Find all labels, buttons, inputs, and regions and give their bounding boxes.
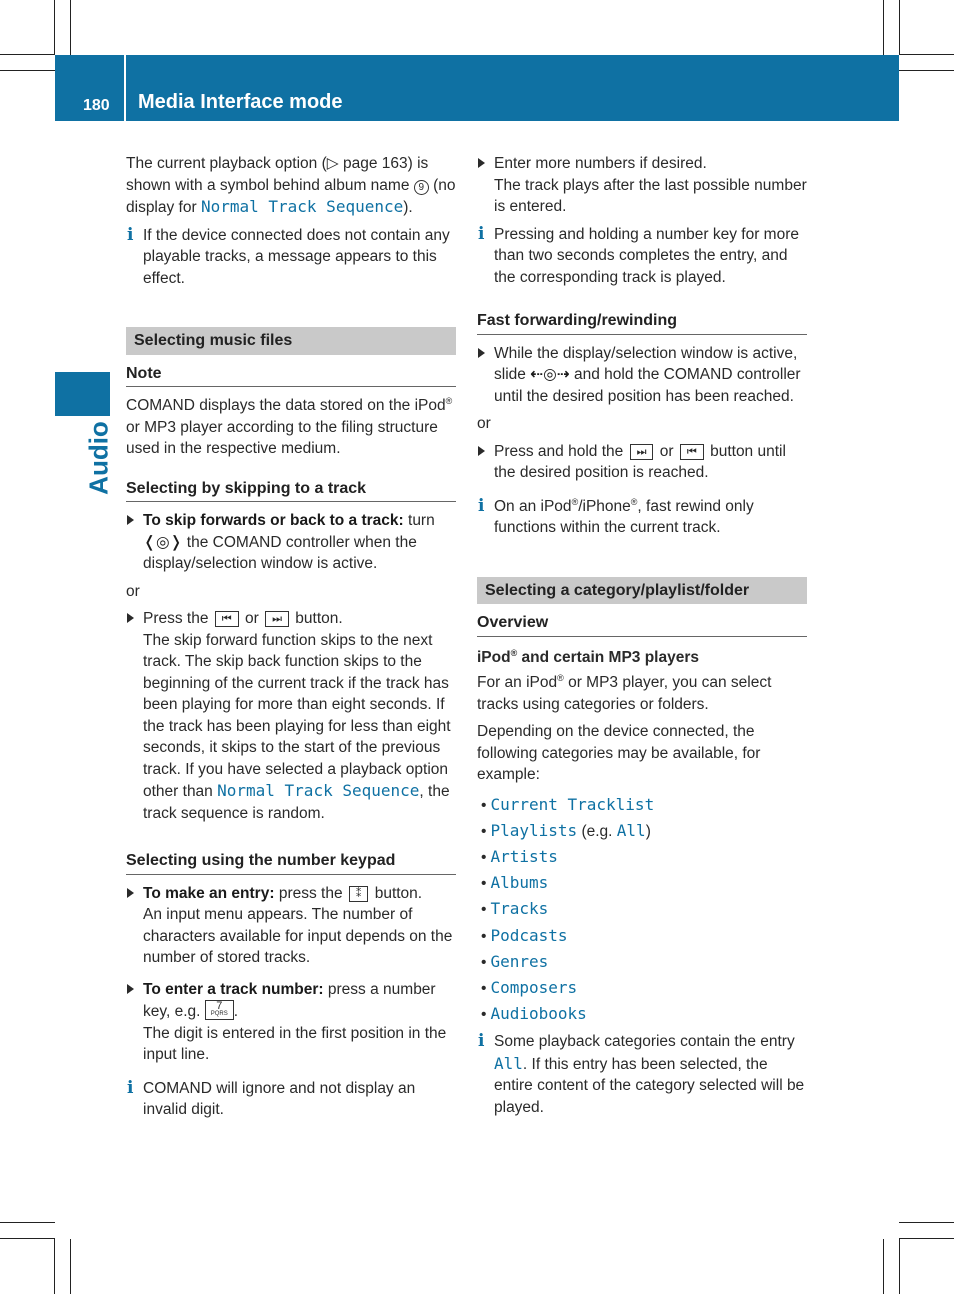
info-icon: i <box>478 495 485 516</box>
crop-mark <box>0 70 55 71</box>
instruction-step <box>477 343 807 408</box>
registered-mark: ® <box>510 647 518 658</box>
step-description: An input menu appears. The number of characters available for input depends on the number of stored tracks. <box>143 906 453 966</box>
subheading: Selecting by skipping to a track <box>126 478 456 503</box>
right-column <box>477 153 807 1124</box>
step-arrow-icon <box>127 984 134 994</box>
step-text: and hold the COMAND controller until the desired position has been reached. <box>494 366 801 405</box>
list-item <box>481 870 807 896</box>
category-name: Podcasts <box>490 925 568 945</box>
display-text-mode: Normal Track Sequence <box>217 781 420 800</box>
info-text: , fast rewind only functions within the current track. <box>494 497 754 536</box>
info-note <box>126 225 456 290</box>
step-description: The track plays after the last possible number is entered. <box>494 176 807 215</box>
example-text: ) <box>645 822 651 840</box>
step-text: While the display/selection window is active, slide <box>494 344 798 383</box>
category-name: Tracks <box>490 899 549 919</box>
side-tab-marker <box>55 372 110 416</box>
list-item <box>481 975 807 1001</box>
step-text: button. <box>291 610 343 627</box>
page-ref-icon: ▷ <box>326 155 339 172</box>
number-key-7-icon <box>205 1000 234 1020</box>
intro-text-1: The current playback option ( <box>126 155 327 172</box>
skip-back-key-icon: ⏮ <box>680 444 704 460</box>
crop-mark <box>70 1239 71 1294</box>
step-arrow-icon <box>478 158 485 168</box>
step-description: , the track sequence is random. <box>143 783 450 822</box>
registered-mark: ® <box>630 496 638 507</box>
step-arrow-icon <box>127 613 134 623</box>
info-icon: i <box>127 1077 134 1098</box>
skip-forward-key-icon: ⏭ <box>630 444 654 460</box>
step-text: press a number key, e.g. <box>143 980 436 1020</box>
step-text: button. <box>370 884 423 902</box>
label-text: and certain MP3 players <box>517 648 700 666</box>
crop-mark <box>899 1222 954 1223</box>
info-icon: i <box>478 223 485 244</box>
key-digit: 7 <box>216 1000 223 1012</box>
list-item <box>481 923 807 949</box>
header-divider <box>124 55 126 121</box>
bullet-icon: • <box>481 901 487 919</box>
step-arrow-icon <box>127 888 134 898</box>
info-note <box>477 1031 807 1118</box>
bullet-icon: • <box>481 848 487 866</box>
body-text: For an iPod <box>477 674 558 691</box>
intro-text-2: page 163) is shown with a symbol behind album name <box>126 155 429 194</box>
info-text: If the device connected does not contain any playable tracks, a message appears to this effect. <box>143 226 450 287</box>
step-arrow-icon <box>478 348 485 358</box>
instruction-step <box>126 979 456 1066</box>
skip-forward-key-icon: ⏭ <box>265 611 289 627</box>
subheading: Fast forwarding/rewinding <box>477 310 807 335</box>
step-arrow-icon <box>127 515 134 525</box>
category-name: All <box>494 1053 523 1073</box>
category-name: Artists <box>490 846 558 866</box>
category-name: Current Tracklist <box>490 794 655 814</box>
info-text: On an iPod <box>494 497 572 515</box>
or-text: or <box>477 415 491 432</box>
category-name: Genres <box>490 951 549 971</box>
body-paragraph: Depending on the device connected, the following categories may be available, for example: <box>477 723 761 783</box>
left-column <box>126 153 456 1127</box>
step-text: button until the desired position is reached. <box>494 442 786 481</box>
info-text: . If this entry has been selected, the entire content of the category selected will be played. <box>494 1055 805 1116</box>
bullet-icon: • <box>481 927 487 945</box>
step-text: Press and hold the <box>494 442 628 460</box>
step-text: . <box>233 1003 239 1020</box>
info-icon: i <box>127 224 134 245</box>
body-text: or MP3 player, you can select tracks using categories or folders. <box>477 674 772 713</box>
crop-mark <box>883 1239 884 1294</box>
crop-mark <box>883 0 884 55</box>
step-label: To skip forwards or back to a track: <box>143 512 404 529</box>
category-name: Albums <box>490 873 549 893</box>
subheading: Note <box>126 363 456 388</box>
side-tab-label: Audio <box>83 421 114 495</box>
step-description: The skip forward function skips to the next track. The skip back function skips to the beginning of the current track if the track has been playing for more than eight seconds. If the track has been playing for less than eight seconds, it skips to the start of the previous track. If you have selected a playback option other than <box>143 631 451 800</box>
hash-key-icon: ⁑ <box>349 886 369 902</box>
crop-mark <box>0 54 55 55</box>
registered-mark: ® <box>571 496 579 507</box>
list-item <box>481 896 807 922</box>
info-note <box>126 1078 456 1121</box>
step-label: To enter a track number: <box>143 980 324 998</box>
list-item <box>481 1001 807 1027</box>
subheading: Overview <box>477 612 807 637</box>
step-text: turn <box>403 512 435 529</box>
instruction-step <box>477 153 807 218</box>
step-text: Press the <box>143 610 213 627</box>
category-name: Composers <box>490 977 578 997</box>
example-text: (e.g. <box>577 822 617 840</box>
crop-mark <box>899 0 900 55</box>
step-description: The digit is entered in the first position in the input line. <box>143 1024 447 1063</box>
info-text: COMAND will ignore and not display an invalid digit. <box>143 1079 416 1118</box>
intro-text-3: (no display for <box>126 176 456 216</box>
category-list <box>477 792 807 1028</box>
step-arrow-icon <box>478 446 485 456</box>
bullet-icon: • <box>481 979 487 997</box>
key-letters: PQRS <box>210 1011 228 1017</box>
or-text: or <box>126 582 140 600</box>
page-header <box>55 55 899 121</box>
step-text: Enter more numbers if desired. <box>494 155 707 172</box>
category-name: All <box>616 820 646 840</box>
crop-mark <box>0 1222 55 1223</box>
turn-controller-icon: ❬◎❭ <box>143 533 183 551</box>
section-heading: Selecting a category/playlist/folder <box>477 577 807 605</box>
instruction-step <box>126 608 456 824</box>
step-text: the COMAND controller when the display/selection window is active. <box>143 533 417 572</box>
category-name: Audiobooks <box>490 1004 587 1024</box>
crop-mark <box>54 0 55 55</box>
step-text: or <box>240 610 264 627</box>
crop-mark <box>899 70 954 71</box>
body-paragraph <box>477 672 807 715</box>
page-number: 180 <box>83 97 110 114</box>
page-title: Media Interface mode <box>138 91 343 113</box>
step-label: To make an entry: <box>143 884 275 902</box>
section-heading: Selecting music files <box>126 327 456 355</box>
list-item <box>481 949 807 975</box>
paragraph-label <box>477 647 807 669</box>
info-icon: i <box>478 1031 485 1052</box>
intro-paragraph <box>126 153 456 219</box>
info-note <box>477 224 807 289</box>
bullet-icon: • <box>481 1006 487 1024</box>
slide-controller-icon: ⇠◎⇢ <box>530 366 570 383</box>
crop-mark <box>899 1238 954 1239</box>
bullet-icon: • <box>481 796 487 814</box>
display-text-mode: Normal Track Sequence <box>200 197 404 216</box>
note-text-2: or MP3 player according to the filing structure used in the respective medium. <box>126 418 438 457</box>
registered-mark: ® <box>445 395 453 406</box>
step-text: or <box>655 442 678 460</box>
album-symbol-icon: 9 <box>414 180 429 195</box>
info-text: Some playback categories contain the entry <box>494 1033 795 1051</box>
crop-mark <box>54 1239 55 1294</box>
registered-mark: ® <box>557 672 564 683</box>
instruction-step <box>477 441 807 484</box>
list-item <box>481 818 807 844</box>
skip-back-key-icon: ⏮ <box>215 611 239 627</box>
subheading: Selecting using the number keypad <box>126 850 456 875</box>
note-text-1: COMAND displays the data stored on the iPod <box>126 397 446 414</box>
info-text: Pressing and holding a number key for more than two seconds completes the entry, and the corresponding track is played. <box>494 225 799 286</box>
info-note <box>477 496 807 539</box>
note-paragraph <box>126 395 456 460</box>
label-text: iPod <box>477 648 511 666</box>
crop-mark <box>899 1239 900 1294</box>
crop-mark <box>899 54 954 55</box>
list-item <box>481 792 807 818</box>
info-text: /iPhone <box>578 497 631 515</box>
step-text: press the <box>274 884 347 902</box>
category-name: Playlists <box>490 820 578 840</box>
intro-text-4: ). <box>403 199 413 216</box>
bullet-icon: • <box>481 822 487 840</box>
crop-mark <box>0 1238 55 1239</box>
instruction-step <box>126 883 456 969</box>
instruction-step <box>126 510 456 575</box>
crop-mark <box>70 0 71 55</box>
bullet-icon: • <box>481 953 487 971</box>
list-item <box>481 844 807 870</box>
bullet-icon: • <box>481 875 487 893</box>
